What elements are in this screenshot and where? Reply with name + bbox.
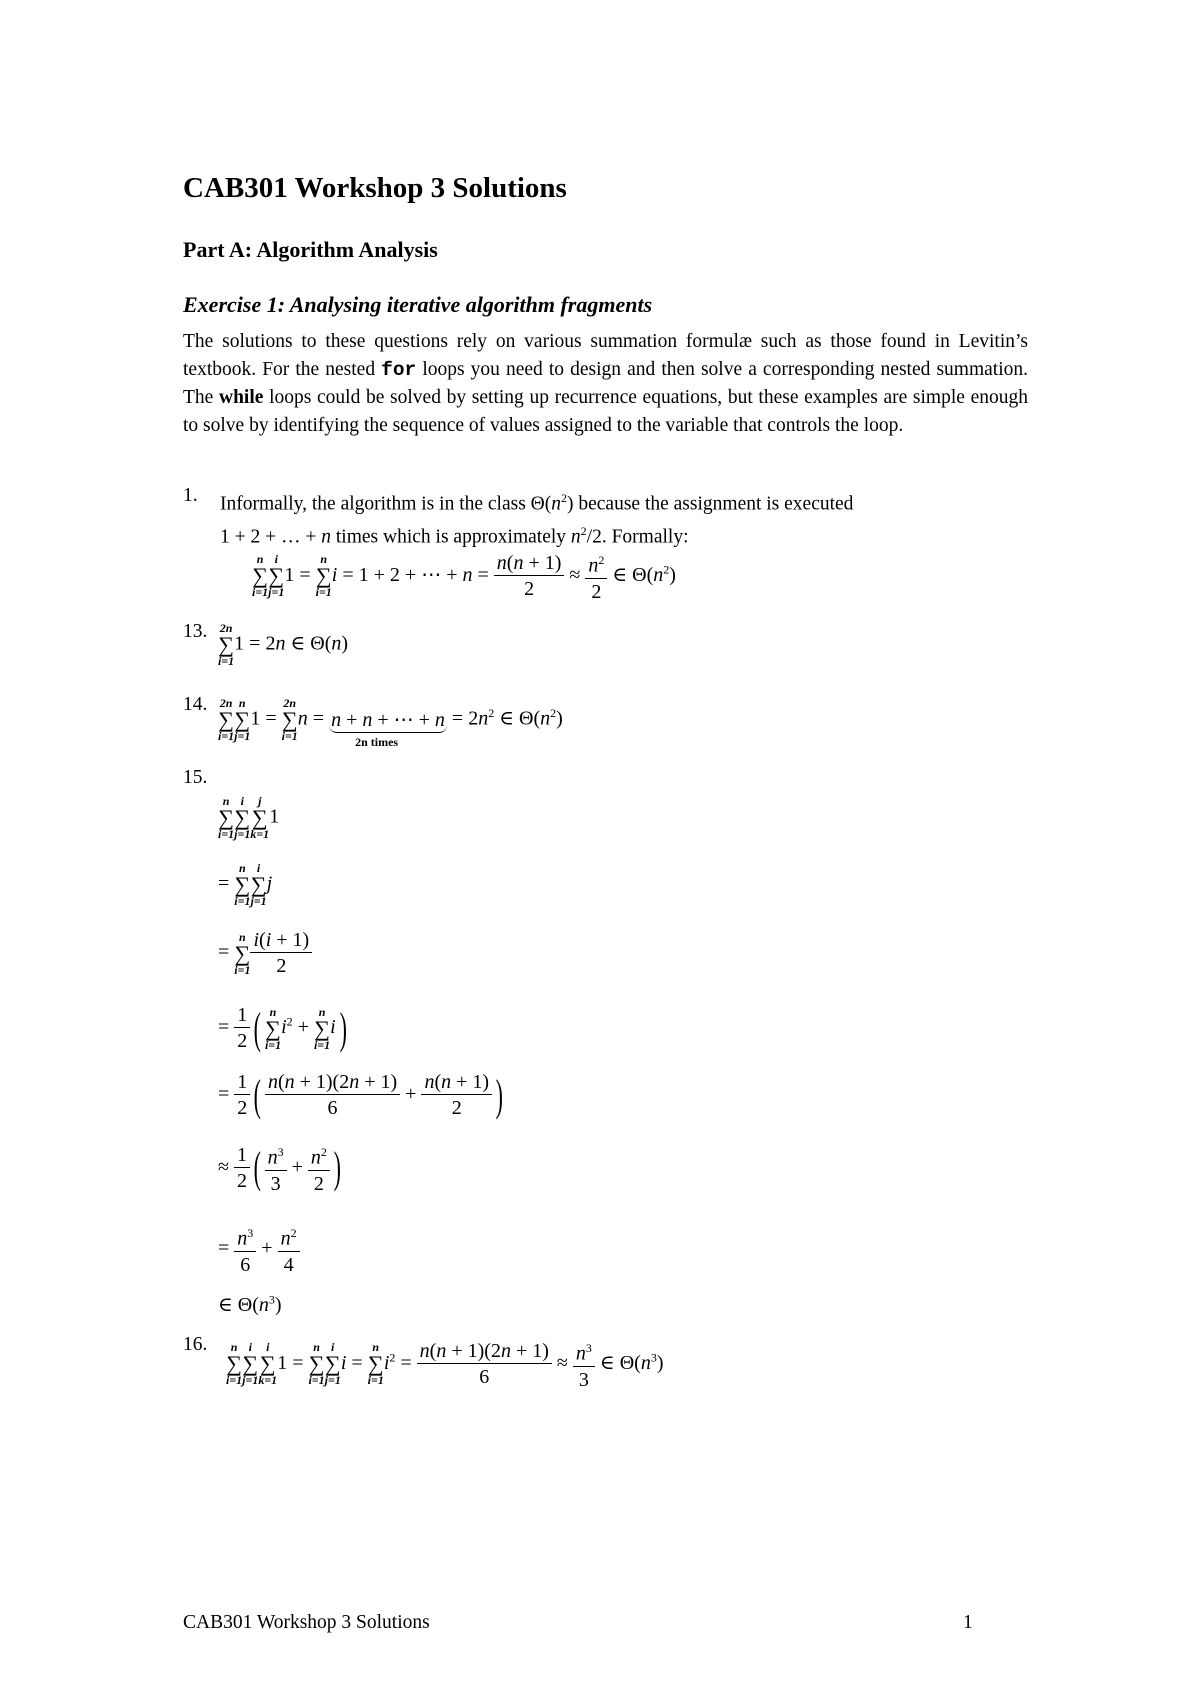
keyword-for: for	[381, 358, 417, 381]
item-1-formula: n ∑ i=1 i ∑ j=1 1 = n ∑ i=1 i = 1 + 2 + ⋯ + n = $\frac{n(n + 1)}{2}$ ≈ $\frac{n^2}{2}$ ∈ $\Theta(n^2)$	[252, 548, 676, 605]
item-15-step-8: ∈ $\Theta(n^3)$	[218, 1292, 282, 1316]
item-1-text-e: 1 + 2 + … +	[220, 526, 322, 548]
item-1-text-i: 2	[580, 524, 587, 538]
item-15-step-1: n ∑ i=1 i ∑ j=1 j ∑ k=1 1	[218, 794, 280, 841]
item-15-step-5: = $\frac{1}{2}$ ( $\frac{n(n + 1)(2n + 1)}{6}$ + $\frac{n(n + 1)}{2}$ )	[218, 1070, 504, 1120]
item-1-text-h: n	[570, 526, 581, 548]
page-number: 1	[963, 1612, 973, 1633]
part-heading: Part A: Algorithm Analysis	[183, 237, 438, 262]
item-number-16: 16.	[183, 1334, 208, 1355]
item-1-text-g: times which is approximately	[331, 526, 571, 548]
item-14-formula: 2n ∑ i=1 n ∑ j=1 1 = 2n ∑ i=1 n = n + n + ⋯ + n 2n times = $2n^2$ ∈ $\Theta(n^2)$	[218, 696, 563, 749]
item-15-step-7: = $\frac{n^3}{6}$ + $\frac{n^2}{4}$	[218, 1221, 300, 1278]
intro-text-3: loops could be solved by setting up recurrence equations, but these examples are simple enough to solve by identifying the sequence of values assigned to the variable that controls the loop.	[183, 387, 1028, 436]
item-1-text	[220, 485, 1040, 551]
item-1-text-d: ) because the assignment is executed	[567, 493, 854, 515]
item-15-step-3: = n ∑ i=1 $\frac{i(i + 1)}{2}$	[218, 928, 312, 979]
item-15-step-6: ≈ $\frac{1}{2}$ ( $\frac{n^3}{3}$ + $\frac{n^2}{2}$ )	[218, 1140, 345, 1197]
item-number-1: 1.	[183, 485, 198, 506]
item-15-step-2: = n ∑ i=1 i ∑ j=1 j	[218, 861, 273, 908]
item-number-13: 13.	[183, 621, 208, 642]
item-1-text-b: n	[551, 493, 561, 515]
keyword-while: while	[218, 387, 264, 408]
intro-text-2: loops you need to design and then solve a corresponding nested summation. The	[183, 358, 1028, 408]
footer-title: CAB301 Workshop 3 Solutions	[183, 1612, 430, 1633]
document-title: CAB301 Workshop 3 Solutions	[183, 172, 567, 204]
exercise-heading: Exercise 1: Analysing iterative algorithm fragments	[183, 292, 653, 317]
item-number-15: 15.	[183, 767, 208, 788]
intro-paragraph	[183, 328, 1028, 439]
item-15-step-4: = $\frac{1}{2}$ ( n ∑ i=1 $i^2$ + n ∑ i=1 i)	[218, 1003, 347, 1053]
item-1-text-c: 2	[561, 491, 567, 505]
item-1-text-j: /2. Formally:	[586, 526, 689, 548]
times-label: 2n times	[355, 735, 399, 749]
item-number-14: 14.	[183, 694, 208, 715]
intro-text-1: The solutions to these questions rely on various summation formulæ such as those found in Levitin’s textbook. For the nested	[183, 331, 1028, 380]
item-1-text-a: Informally, the algorithm is in the class Θ(	[220, 493, 552, 515]
item-1-text-f: n	[321, 526, 331, 548]
item-13-formula: 2n ∑ i=1 1 = 2n ∈ Θ(n)	[218, 621, 349, 668]
item-16-formula: n ∑ i=1 i ∑ j=1 i ∑ k=1 1 = n ∑ i=1 i ∑ j=1 i = n ∑ i=1 $i^2$ = $\frac{n(n + 1)(2n + 1)}{6}$ ≈ $\frac{n^3}{3}$ ∈ $\Theta(n^3)$	[226, 1336, 663, 1393]
